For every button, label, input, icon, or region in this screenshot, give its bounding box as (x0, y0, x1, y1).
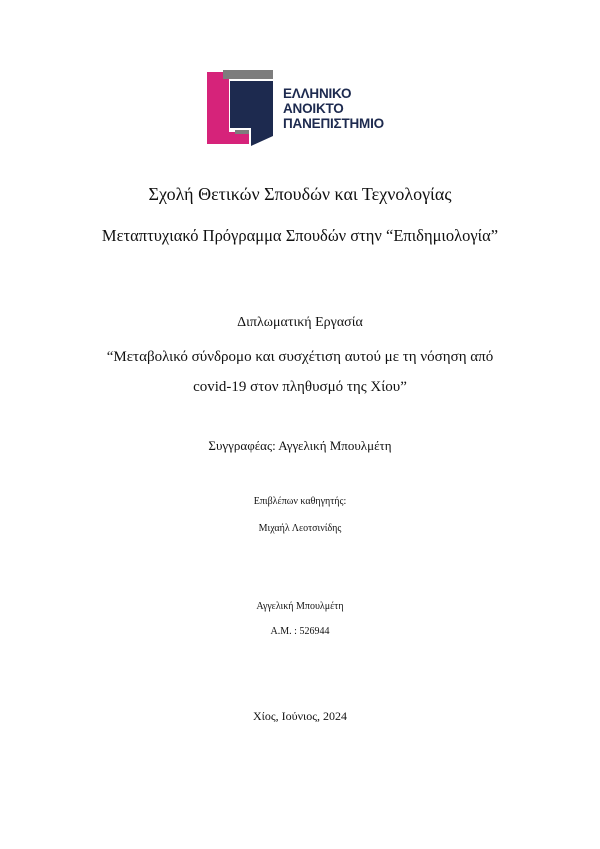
university-logo (207, 70, 397, 146)
student-name: Αγγελική Μπουλμέτη (256, 601, 344, 612)
logo-line-3: ΠΑΝΕΠΙΣΤΗΜΙΟ (283, 116, 384, 131)
program-name: Μεταπτυχιακό Πρόγραμμα Σπουδών στην “Επιδημιολογία” (101, 226, 499, 245)
author-line: Συγγραφέας: Αγγελική Μπουλμέτη (208, 438, 392, 453)
thesis-title-line-1: “Μεταβολικό σύνδρομο και συσχέτιση αυτού με τη νόσηση από (106, 349, 494, 365)
supervisor-name: Μιχαήλ Λεοτσινίδης (258, 523, 342, 534)
university-logo-text (283, 86, 384, 131)
logo-line-2: ΑΝΟΙΚΤΟ (283, 101, 344, 116)
student-id: Α.Μ. : 526944 (270, 626, 330, 637)
thesis-title-line-2: covid-19 στον πληθυσμό της Χίου” (193, 379, 407, 395)
thesis-type: Διπλωματική Εργασία (237, 315, 363, 330)
place-date: Χίος, Ιούνιος, 2024 (253, 709, 347, 723)
logo-line-1: ΕΛΛΗΝΙΚΟ (283, 86, 352, 101)
university-logo-mark-icon (207, 70, 277, 146)
supervisor-label: Επιβλέπων καθηγητής: (253, 496, 347, 507)
school-name: Σχολή Θετικών Σπουδών και Τεχνολογίας (148, 184, 452, 204)
